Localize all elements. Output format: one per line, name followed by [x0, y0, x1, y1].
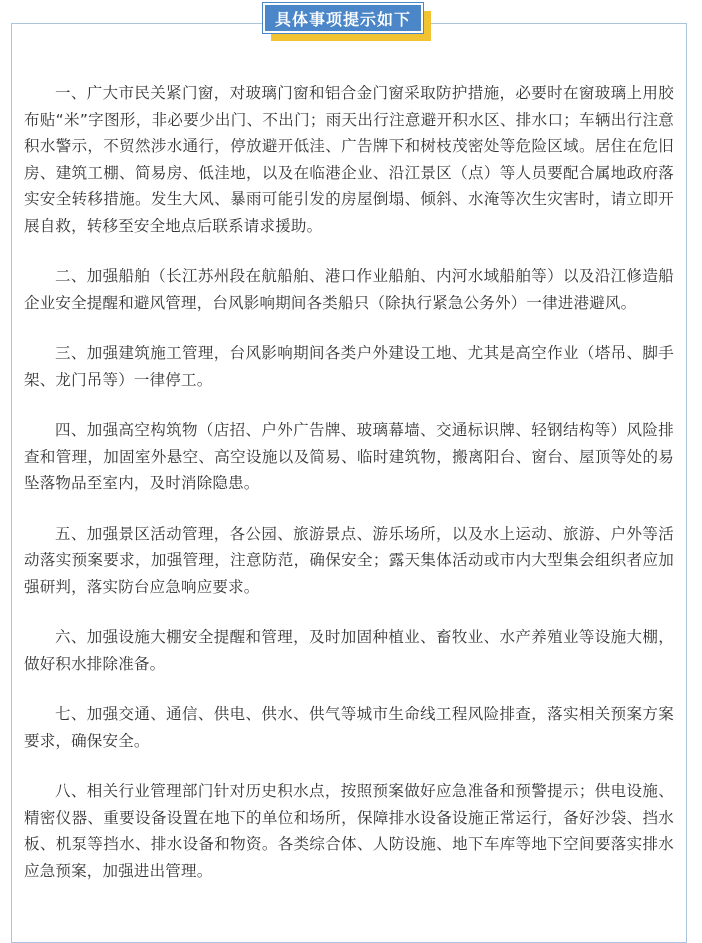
- paragraph-8: 八、相关行业管理部门针对历史积水点，按照预案做好应急准备和预警提示；供电设施、精密仪器、重要设备设置在地下的单位和场所，保障排水设备设施正常运行，备好沙袋、挡水板、机泵等挡水、排水设备和物资。各类综合体、人防设施、地下车库等地下空间要落实排水应急预案，加强进出管理。: [24, 782, 674, 880]
- paragraph-7: 七、加强交通、通信、供电、供水、供气等城市生命线工程风险排查，落实相关预案方案要求，确保安全。: [24, 705, 674, 750]
- paragraph-6: 六、加强设施大棚安全提醒和管理，及时加固种植业、畜牧业、水产养殖业等设施大棚，做好积水排除准备。: [24, 628, 674, 673]
- title-container: [263, 3, 431, 41]
- article-body: [24, 80, 674, 908]
- paragraph-5: 五、加强景区活动管理，各公园、旅游景点、游乐场所，以及水上运动、旅游、户外等活动落实预案要求，加强管理，注意防范，确保安全；露天集体活动或市内大型集会组织者应加强研判，落实防台应急响应要求。: [24, 524, 674, 596]
- paragraph-1: 一、广大市民关紧门窗，对玻璃门窗和铝合金门窗采取防护措施，必要时在窗玻璃上用胶布贴“米”字图形，非必要少出门、不出门；雨天出行注意避开积水区、排水口；车辆出行注意积水警示，不贸然涉水通行，停放避开低洼、广告牌下和树枝茂密处等危险区域。居住在危旧房、建筑工棚、简易房、低洼地，以及在临港企业、沿江景区（点）等人员要配合属地政府落实安全转移措施。发生大风、暴雨可能引发的房屋倒塌、倾斜、水淹等次生灾害时，请立即开展自救，转移至安全地点后联系请求援助。: [24, 84, 674, 235]
- paragraph-2: 二、加强船舶（长江苏州段在航船舶、港口作业船舶、内河水域船舶等）以及沿江修造船企业安全提醒和避风管理，台风影响期间各类船只（除执行紧急公务外）一律进港避风。: [24, 267, 674, 312]
- section-title: 具体事项提示如下: [263, 3, 423, 33]
- paragraph-3: 三、加强建筑施工管理，台风影响期间各类户外建设工地、尤其是高空作业（塔吊、脚手架、龙门吊等）一律停工。: [24, 344, 674, 389]
- paragraph-4: 四、加强高空构筑物（店招、户外广告牌、玻璃幕墙、交通标识牌、轻钢结构等）风险排查和管理，加固室外悬空、高空设施以及简易、临时建筑物，搬离阳台、窗台、屋顶等处的易坠落物品至室内，及时消除隐患。: [24, 421, 674, 492]
